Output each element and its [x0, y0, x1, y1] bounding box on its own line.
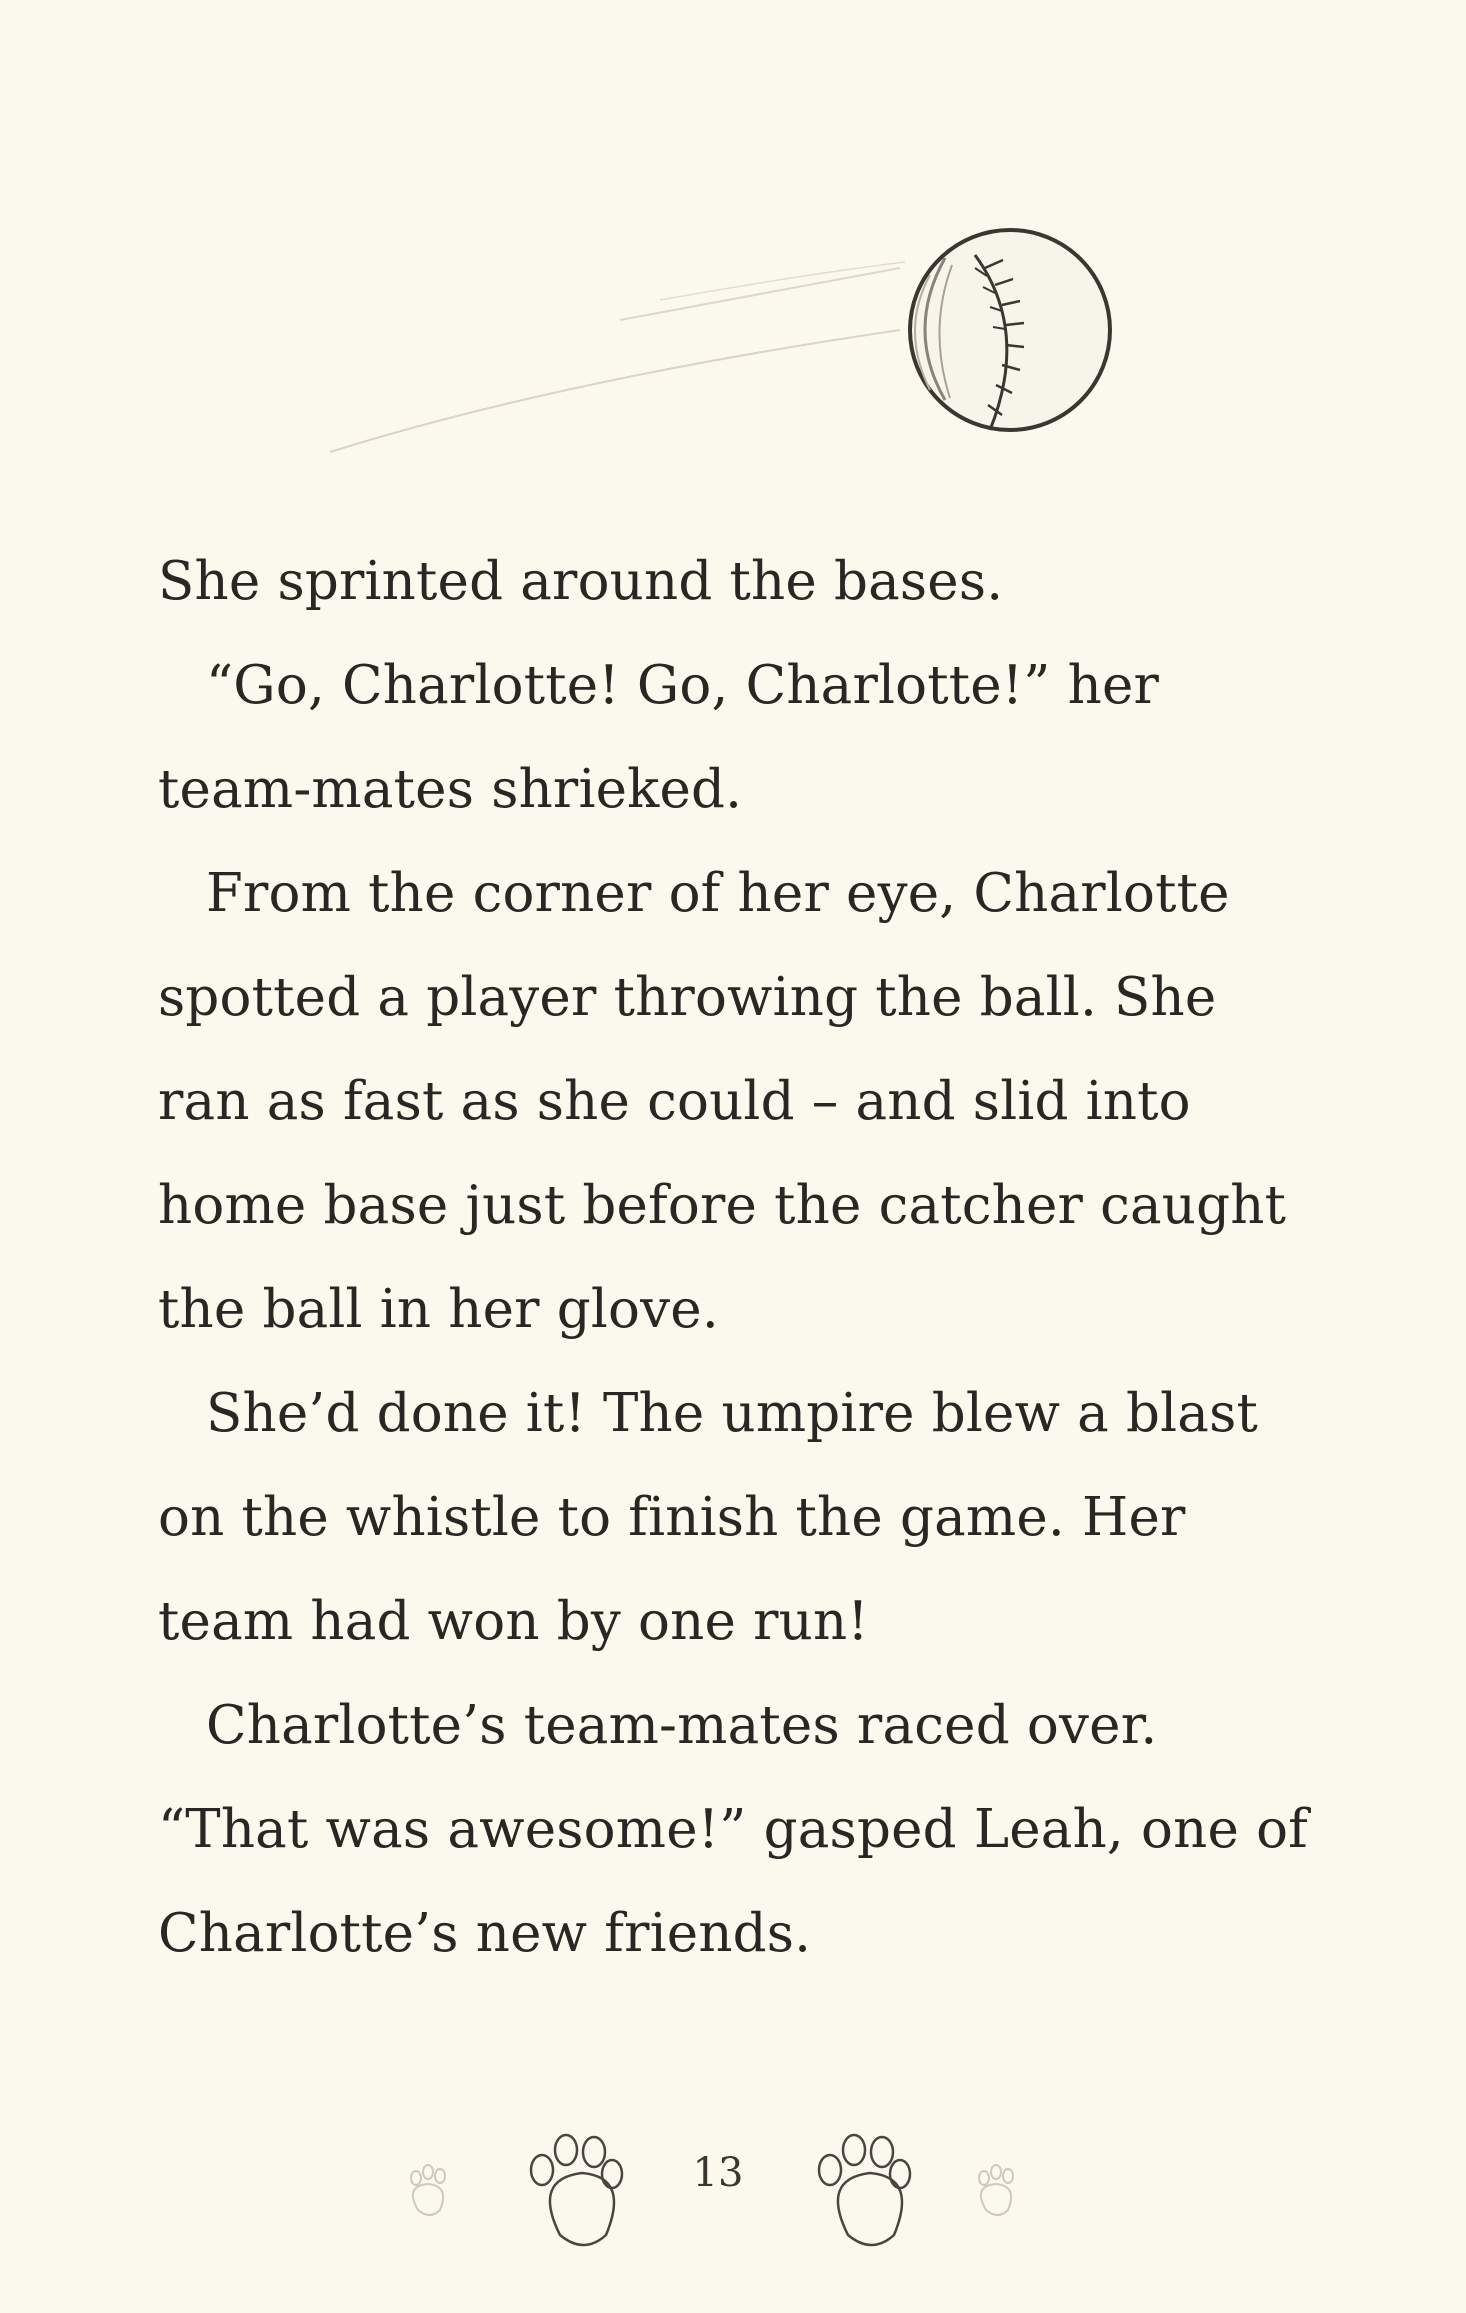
paragraph: Charlotte’s team-mates raced over.: [206, 1695, 1158, 1756]
paragraph: “Go, Charlotte! Go, Charlotte!” her team-mates shrieked.: [158, 655, 1160, 820]
story-text: [158, 530, 1308, 1986]
baseball-illustration: [0, 0, 1466, 560]
paw-print-icon: [411, 2165, 445, 2215]
baseball-icon: [910, 230, 1110, 430]
paragraph: She’d done it! The umpire blew a blast on the whistle to finish the game. Her team had won by one run!: [158, 1383, 1258, 1652]
paw-print-icon: [979, 2165, 1013, 2215]
paw-print-icon: [531, 2135, 622, 2245]
paragraph: From the corner of her eye, Charlotte spotted a player throwing the ball. She ran as fast as she could – and slid into home base just before the catcher caught the ball in her glove.: [158, 863, 1287, 1340]
paw-print-icon: [819, 2135, 910, 2245]
page-number: 13: [692, 2150, 744, 2196]
paragraph: She sprinted around the bases.: [158, 551, 1004, 612]
paragraph: “That was awesome!” gasped Leah, one of Charlotte’s new friends.: [158, 1799, 1308, 1964]
